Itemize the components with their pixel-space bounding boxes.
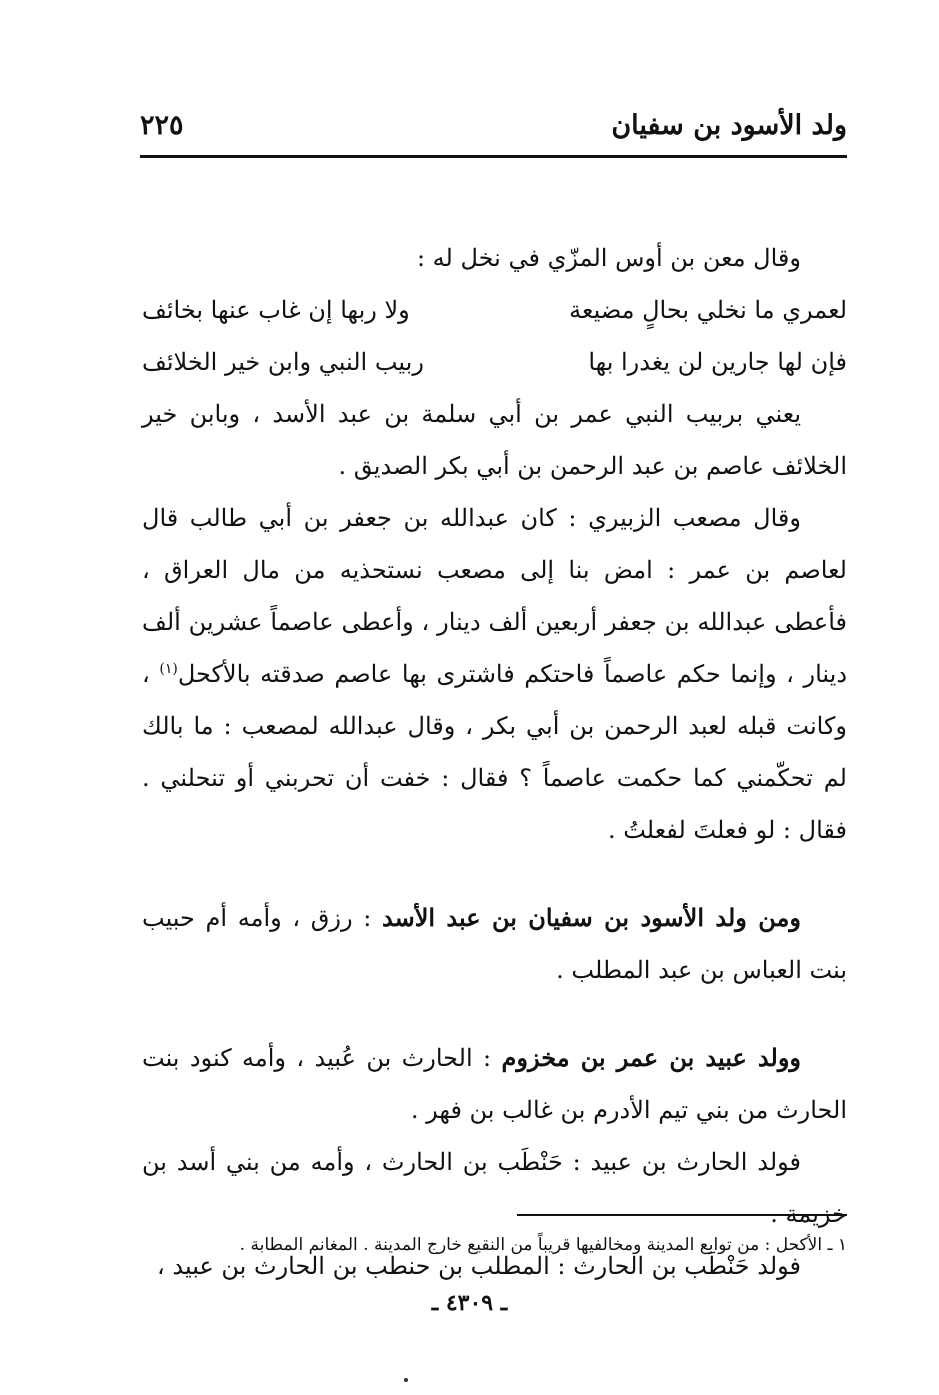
verse-1-first-hemistich: لعمري ما نخلي بحالٍ مضيعة — [569, 296, 847, 324]
paragraph-harith: فولد الحارث بن عبيد : حَنْطَب بن الحارث ، وأمه من بني أسد بن خزيمة . — [142, 1148, 847, 1228]
section-heading-ubayd: وولد عبيد بن عمر بن مخزوم — [501, 1043, 801, 1072]
verse-2-second-hemistich: ربيب النبي وابن خير الخلائف — [142, 348, 424, 376]
footnote-rule — [517, 1214, 847, 1216]
scan-speck — [404, 1378, 408, 1382]
running-header — [140, 110, 847, 158]
header-rule — [140, 155, 847, 158]
page-number: ٢٢٥ — [140, 110, 184, 141]
verse-2-first-hemistich: فإن لها جارين لن يغدرا بها — [588, 348, 847, 376]
footnote-reference: (١) — [159, 661, 178, 677]
folio-number: ـ ٤٣٠٩ ـ — [431, 1290, 508, 1316]
section-gap — [142, 856, 847, 892]
verse-line-1 — [142, 284, 847, 336]
paragraph-musab — [142, 492, 847, 856]
paragraph-musab-part2: ، وكانت قبله لعبد الرحمن بن أبي بكر ، وقال عبدالله لمصعب : ما بالك لم تحكّمني كما حكمت عاصماً ؟ فقال : خفت أن تحربني أو تنحلني . فقال : لو فعلتَ لفعلتُ . — [142, 660, 847, 844]
paragraph-musab-part1: وقال مصعب الزبيري : كان عبدالله بن جعفر بن أبي طالب قال لعاصم بن عمر : امض بنا إلى مصعب نستحذيه من مال العراق ، فأعطى عبدالله بن جعفر أربعين ألف دينار ، وأعطى عاصماً عشرين ألف دينار ، وإنما حكم عاصماً فاحتكم فاشترى بها عاصم صدقته بالأكحل — [142, 504, 848, 688]
section-gap — [142, 996, 847, 1032]
main-text — [142, 232, 847, 1292]
verse-1-second-hemistich: ولا ربها إن غاب عنها بخائف — [142, 296, 410, 324]
paragraph-hantab: فولد حَنْطَب بن الحارث : المطلب بن حنطب بن الحارث بن عبيد ، — [156, 1252, 801, 1280]
poem-intro: وقال معن بن أوس المزّي في نخل له : — [416, 244, 801, 272]
running-title: ولد الأسود بن سفيان — [611, 110, 847, 141]
paragraph-ubayd — [142, 1032, 847, 1136]
verse-line-2 — [142, 336, 847, 388]
paragraph-ubayd-text: : الحارث بن عُبيد ، وأمه كنود بنت الحارث من بني تيم الأدرم بن غالب بن فهر . — [142, 1044, 847, 1124]
section-heading-al-aswad: ومن ولد الأسود بن سفيان بن عبد الأسد — [381, 903, 801, 932]
paragraph-explanation: يعني بربيب النبي عمر بن أبي سلمة بن عبد الأسد ، وبابن خير الخلائف عاصم بن عبد الرحمن بن أبي بكر الصديق . — [142, 400, 847, 480]
paragraph-al-aswad-text: : رزق ، وأمه أم حبيب بنت العباس بن عبد المطلب . — [142, 904, 847, 984]
footnote: ١ ـ الأكحل : من توابع المدينة ومخالفيها قريباً من النقيع خارج المدينة . المغانم المطابة . — [239, 1235, 847, 1255]
paragraph-al-aswad — [142, 892, 847, 996]
